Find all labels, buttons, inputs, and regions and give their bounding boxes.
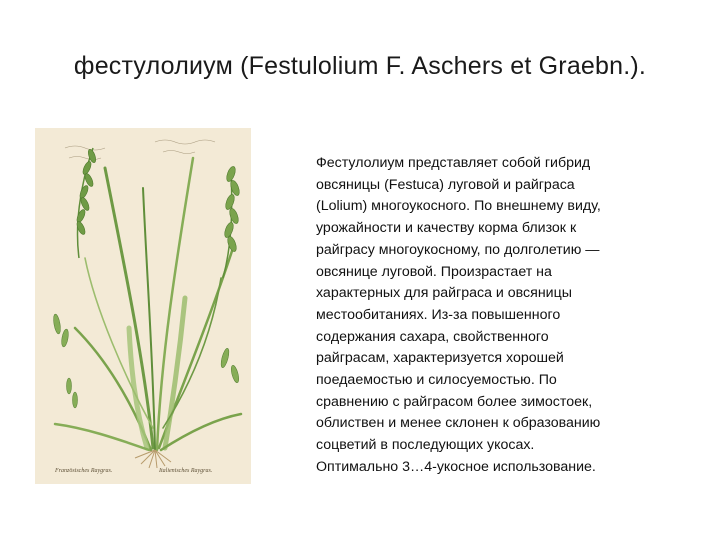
- botanical-illustration: [7, 128, 275, 484]
- plate-caption-left: Französisches Raygras.: [55, 468, 113, 474]
- botanical-plate: [35, 128, 251, 484]
- plate-caption-right: Italienisches Raygras.: [159, 468, 213, 474]
- slide-title: фестулолиум (Festulolium F. Aschers et Graebn.).: [73, 52, 647, 80]
- description-text: Фестулолиум представляет собой гибрид овсяницы (Festuca) луговой и райграса (Lolium) многоукосного. По внешнему виду, урожайности и качеству корма близок к райграсу многоукосному, по долголетию — овсянице луговой. Произрастает на характерных для райграса и овсяницы местообитаниях. Из-за повышенного содержания сахара, свойственного райграсам, характеризуется хорошей поедаемостью и силосуемостью. По сравнению с райграсом более зимостоек, облиствен и менее склонен к образованию соцветий в последующих укосах. Оптимально 3…4-укосное использование.: [316, 155, 601, 475]
- grass-drawing: [35, 128, 251, 484]
